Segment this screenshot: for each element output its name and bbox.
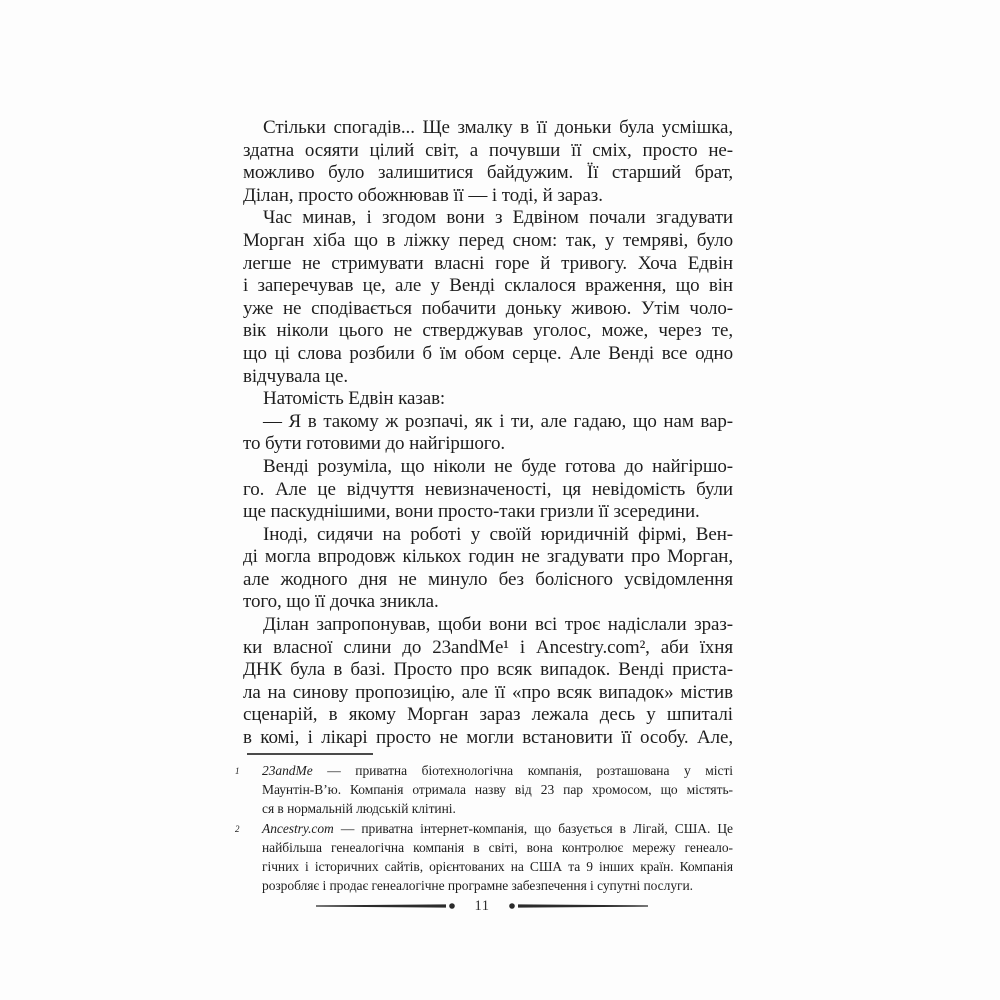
footnote-2-first-rest: — приватна інтернет-компанія, що базується в Лігай, США. Це: [333, 820, 733, 836]
page-footer: [316, 897, 648, 915]
text-line: ді могла впродовж кількох годин не згадувати про Морган,: [243, 546, 733, 568]
text-line: ще паскуднішими, вони просто-таки гризли її зсередини.: [243, 501, 700, 523]
paragraph-3: [243, 388, 733, 411]
footnote-2: [235, 819, 733, 896]
text-line: Ділан запропонував, щоби вони всі троє надіслали зраз-: [263, 614, 733, 636]
footnote-separator-rule: [247, 753, 373, 755]
footnote-1-term: 23andMe: [262, 763, 313, 778]
page-number: 11: [474, 897, 490, 914]
text-line: розробляє і продає генеалогічне програмне забезпечення і супутні послуги.: [262, 878, 694, 894]
text-line: ся в нормальній людській клітині.: [262, 801, 456, 817]
footnote-1-first-rest: — приватна біотехнологічна компанія, розташована у місті: [312, 763, 733, 778]
text-line: Маунтін-В’ю. Компанія отримала назву від 23 пар хромосом, що містять-: [262, 782, 733, 798]
footnote-1-text: [262, 761, 733, 819]
footnote-1-first-line: [262, 761, 733, 780]
text-line: здатна осяяти цілий світ, а почувши її сміх, просто не-: [243, 139, 733, 161]
paragraph-5: [243, 456, 733, 524]
text-line: ки власної слини до 23andMe¹ і Ancestry.com², аби їхня: [243, 636, 733, 658]
footnote-2-text: [262, 819, 733, 896]
text-line: Стільки спогадів... Ще змалку в її доньки була усмішка,: [263, 117, 733, 138]
text-line: можливо було залишитися байдужим. Її старший брат,: [243, 162, 733, 184]
paragraph-1: [243, 117, 733, 207]
text-line: гічних і історичних сайтів, орієнтованих на США та 9 інших країн. Компанія: [262, 859, 733, 875]
body-text: [243, 117, 733, 750]
text-line: але жодного дня не минуло без болісного усвідомлення: [243, 568, 733, 590]
text-line: Натомість Едвін казав:: [263, 388, 446, 410]
footnote-2-term: Ancestry.com: [262, 820, 334, 836]
text-line: Ділан, просто обожнював її — і тоді, й зараз.: [243, 184, 603, 206]
text-line: що ці слова розбили б їм обом серце. Але Венді все одно: [243, 342, 733, 364]
footnote-2-rest-lines: [262, 838, 733, 896]
text-line: — Я в такому ж розпачі, як і ти, але гадаю, що нам вар-: [263, 410, 733, 432]
footnote-2-first-line: [262, 819, 733, 838]
text-line: і заперечував це, але у Венді склалося враження, що він: [243, 275, 733, 297]
footnote-1-rest-lines: [262, 780, 733, 818]
footnotes: [235, 761, 733, 895]
footnote-1: [235, 761, 733, 819]
paragraph-7: [243, 614, 733, 750]
text-line: в комі, і лікарі просто не могли встановити її особу. Але,: [243, 727, 733, 749]
tapered-rule-left-icon: [316, 898, 456, 914]
text-line: вік ніколи цього не стверджував уголос, може, через те,: [243, 320, 733, 342]
text-line: Морган хіба що в ліжку перед сном: так, у темряві, було: [243, 229, 733, 251]
text-line: легше не стримувати власні горе й тривогу. Хоча Едвін: [243, 252, 733, 274]
text-line: найбільша генеалогічна компанія в світі, вона контролює мережу генеало-: [262, 839, 733, 855]
text-line: відчувала це.: [243, 365, 349, 387]
paragraph-4-dialogue: [243, 411, 733, 456]
text-line: го. Але це відчуття невизначеності, ця невідомість були: [243, 478, 733, 500]
tapered-rule-right-icon: [508, 898, 648, 914]
text-line: Венді розуміла, що ніколи не буде готова до найгіршо-: [263, 455, 733, 477]
footnote-1-marker: 1: [235, 766, 240, 776]
text-line: Іноді, сидячи на роботі у своїй юридичній фірмі, Вен-: [263, 523, 733, 545]
paragraph-2: [243, 207, 733, 388]
paragraph-6: [243, 524, 733, 614]
text-line: уже не сподівається побачити доньку живою. Утім чоло-: [243, 297, 733, 319]
text-line: Час минав, і згодом вони з Едвіном почали згадувати: [263, 207, 733, 229]
footnote-2-marker: 2: [235, 823, 240, 834]
text-line: ла на синову пропозицію, але її «про всяк випадок» містив: [243, 681, 733, 703]
text-line: то бути готовими до найгіршого.: [243, 433, 506, 455]
text-line: того, що її дочка зникла.: [243, 591, 439, 613]
text-line: сценарій, в якому Морган зараз лежала десь у шпиталі: [243, 704, 733, 726]
text-line: ДНК була в базі. Просто про всяк випадок. Венді приста-: [243, 659, 733, 681]
